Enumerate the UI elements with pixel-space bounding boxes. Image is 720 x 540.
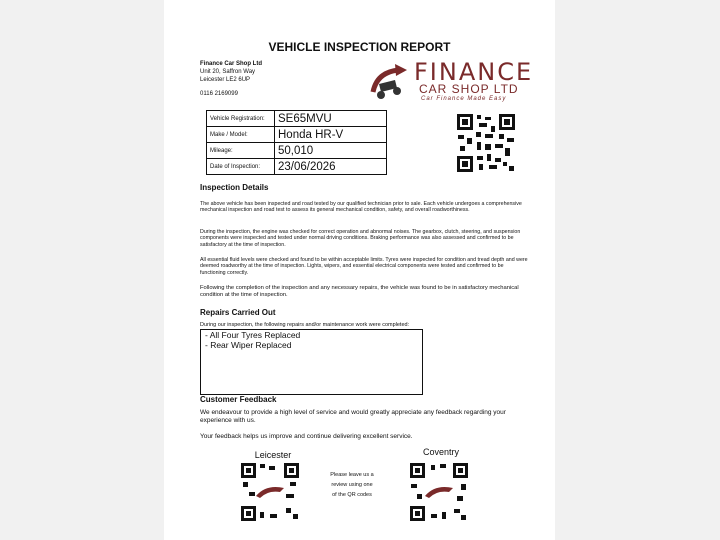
review-line-1: Please leave us a bbox=[330, 472, 374, 478]
feedback-paragraph-2: Your feedback helps us improve and continue delivering excellent service. bbox=[200, 433, 413, 440]
company-logo bbox=[369, 58, 534, 106]
inspection-paragraph-2: During the inspection, the engine was checked for correct operation and abnormal noises. The gearbox, clutch, steering, and suspension components were inspected and tested under normal driving conditions. Braking performance was also assessed and confirmed to be satisfactory at the time of inspection. bbox=[200, 229, 521, 248]
address-line-1: Unit 20, Saffron Way bbox=[200, 69, 256, 75]
inspection-date-label: Date of Inspection: bbox=[207, 159, 275, 175]
company-address bbox=[200, 60, 262, 84]
inspection-paragraph-1: The above vehicle has been inspected and road tested by our qualified technician prior to sale. Each vehicle undergoes a comprehensive mechanical inspection and road test to assess its general mechanical condition, safety, and overall roadworthiness. bbox=[200, 201, 522, 214]
report-title: VEHICLE INSPECTION REPORT bbox=[268, 40, 451, 54]
table-row bbox=[207, 127, 387, 143]
inspection-date-value: 23/06/2026 bbox=[275, 159, 387, 175]
inspection-paragraph-4: Following the completion of the inspection and any necessary repairs, the vehicle was found to be in satisfactory mechanical condition at the time of inspection. bbox=[200, 285, 519, 298]
mileage-value: 50,010 bbox=[275, 143, 387, 159]
make-model-value: Honda HR-V bbox=[275, 127, 387, 143]
feedback-heading: Customer Feedback bbox=[200, 395, 277, 404]
registration-value: SE65MVU bbox=[275, 111, 387, 127]
feedback-paragraph-1: We endeavour to provide a high level of service and would greatly appreciate any feedback regarding your experience with us. bbox=[200, 409, 506, 424]
registration-label: Vehicle Registration: bbox=[207, 111, 275, 127]
car-swoosh-icon bbox=[369, 62, 415, 102]
company-name: Finance Car Shop Ltd bbox=[200, 61, 263, 67]
address-line-2: Leicester LE2 6UP bbox=[200, 77, 251, 83]
make-model-label: Make / Model: bbox=[207, 127, 275, 143]
list-item: - All Four Tyres Replaced bbox=[205, 330, 301, 340]
table-row bbox=[207, 159, 387, 175]
table-row bbox=[207, 111, 387, 127]
inspection-paragraph-3: All essential fluid levels were checked and found to be within acceptable limits. Tyres were inspected for condition and tread depth and were deemed roadworthy at the time of inspection. Lights, wipers, and essential electrical components were tested and confirmed to be functioning correctly. bbox=[200, 257, 528, 276]
repairs-intro: During our inspection, the following repairs and/or maintenance work were completed: bbox=[200, 322, 410, 328]
repairs-list bbox=[200, 329, 423, 395]
leicester-label: Leicester bbox=[254, 450, 292, 460]
logo-word-finance: FINANCE bbox=[414, 58, 534, 86]
leicester-qr-code-icon[interactable] bbox=[240, 462, 300, 522]
repairs-heading: Repairs Carried Out bbox=[200, 308, 276, 317]
coventry-qr-code-icon[interactable] bbox=[409, 462, 469, 522]
inspection-heading: Inspection Details bbox=[200, 183, 269, 192]
mileage-label: Mileage: bbox=[207, 143, 275, 159]
logo-tagline: Car Finance Made Easy bbox=[421, 96, 507, 102]
review-line-3: of the QR codes bbox=[332, 492, 372, 498]
company-phone: 0116 2169099 bbox=[200, 91, 238, 97]
report-page bbox=[164, 0, 555, 540]
review-instructions bbox=[322, 470, 382, 500]
logo-word-carshop: CAR SHOP LTD bbox=[419, 82, 519, 96]
table-row bbox=[207, 143, 387, 159]
qr-code-icon[interactable] bbox=[455, 112, 517, 174]
coventry-label: Coventry bbox=[422, 447, 459, 457]
vehicle-details-table bbox=[206, 110, 387, 175]
review-line-2: review using one bbox=[331, 482, 373, 488]
list-item: - Rear Wiper Replaced bbox=[205, 340, 292, 350]
